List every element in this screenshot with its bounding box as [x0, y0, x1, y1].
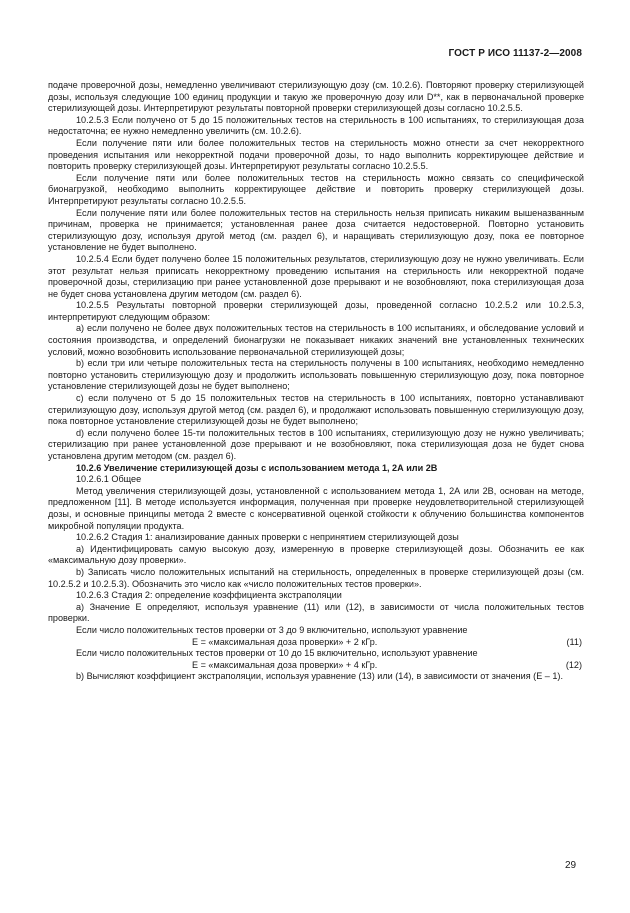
- paragraph: 10.2.5.4 Если будет получено более 15 положительных результатов, стерилизующую дозу не нужно увеличивать. Если этот результат нельзя приписать некорректному проведению испытания на стерильность или некорректной подаче проверочной дозы, стерилизацию при ранее установленной дозе прерывают и не возобновляют, пока стерилизующая доза не будет снова установлена другим методом (см. раздел 6).: [48, 253, 584, 299]
- list-item: b) если три или четыре положительных теста на стерильность получены в 100 испытаниях, необходимо немедленно повторно установить стерилизующую дозу и продолжить использовать повышенную стерилизующую дозу, пока повторное установление стерилизующей дозы не будет выполнено;: [48, 358, 584, 392]
- equation-11: [48, 637, 584, 649]
- list-item: a) Идентифицировать самую высокую дозу, измеренную в проверке стерилизующей дозы. Обозначить ее как «максимальную дозу проверки».: [48, 543, 584, 566]
- list-item: b) Записать число положительных испытаний на стерильность, определенных в проверке стерилизующей дозы (см. 10.2.5.2 и 10.2.5.3). Обозначить это число как «число положительных тестов проверки».: [48, 566, 584, 589]
- equation-number: (12): [565, 659, 582, 670]
- paragraph: Если получение пяти или более положительных тестов на стерильность можно связать со специфической бионагрузкой, необходимо выполнить корректирующее действие и повторить проверку стерилизующей дозы. Интерпретируют результаты согласно 10.2.5.5.: [48, 172, 584, 206]
- paragraph: 10.2.5.5 Результаты повторной проверки стерилизующей дозы, проведенной согласно 10.2.5.2 или 10.2.5.3, интерпретируют следующим образом:: [48, 300, 584, 322]
- equation-number: (11): [566, 636, 582, 647]
- paragraph: Если число положительных тестов проверки от 10 до 15 включительно, используют уравнение: [76, 648, 478, 659]
- document-body: [48, 80, 584, 683]
- equation-12: [48, 660, 584, 672]
- paragraph: 10.2.6.2 Стадия 1: анализирование данных проверки с непринятием стерилизующей дозы: [76, 532, 459, 543]
- section-heading: 10.2.6 Увеличение стерилизующей дозы с использованием метода 1, 2А или 2В: [76, 462, 438, 473]
- paragraph: подаче проверочной дозы, немедленно увеличивают стерилизующую дозу (см. 10.2.6). Повторяют проверку стерилизующей дозы, используя следующие 100 единиц продукции и такую же проверочную дозу или D**, как в первоначальной проверке стерилизующей дозы. Интерпретируют результаты повторной проверки стерилизующей дозы согласно 10.2.5.5.: [48, 80, 584, 114]
- paragraph: Метод увеличения стерилизующей дозы, установленной с использованием метода 1, 2А или 2В, основан на методе, предложенном [11]. В методе используется информация, полученная при проверке неудовлетворительной стерилизующей дозы, и основные принципы метода 2 вместе с консервативной оценкой стойкости к облучению большинства компонентов микробной популяции продукта.: [48, 485, 584, 531]
- paragraph: Если получение пяти или более положительных тестов на стерильность можно отнести за счет некорректного проведения испытания или некорректной подачи проверочной дозы, то надо выполнить корректирующее действие и повторить проверку стерилизующей дозы. Интерпретируют результаты согласно 10.2.5.5.: [48, 137, 584, 172]
- paragraph: 10.2.6.3 Стадия 2: определение коэффициента экстраполяции: [76, 590, 342, 601]
- page-number: 29: [565, 860, 577, 871]
- list-item: c) если получено от 5 до 15 положительных тестов на стерильность в 100 испытаниях, повторно устанавливают стерилизующую дозу, используя другой метод (см. раздел 6), и продолжают использовать повышенную стерилизующую дозу, пока повторное установление стерилизующей дозы не будет выполнено;: [48, 393, 584, 427]
- equation-formula: E = «максимальная доза проверки» + 4 кГр.: [192, 659, 378, 670]
- list-item: b) Вычисляют коэффициент экстраполяции, используя уравнение (13) или (14), в зависимости от значения (E – 1).: [76, 671, 563, 682]
- list-item: d) если получено более 15-ти положительных тестов в 100 испытаниях, стерилизующую дозу не нужно увеличивать; стерилизацию при ранее установленной дозе прерывают и не возобновляют, пока стерилизующая доза не будет снова установлена другим методом (см. раздел 6).: [48, 427, 584, 461]
- subsection-heading: 10.2.6.1 Общее: [76, 474, 142, 485]
- document-header: ГОСТ Р ИСО 11137-2—2008: [448, 48, 582, 59]
- paragraph: 10.2.5.3 Если получено от 5 до 15 положительных тестов на стерильность в 100 испытаниях, то стерилизующая доза недостаточна; ее нужно немедленно увеличить (см. 10.2.6).: [48, 114, 584, 137]
- list-item: a) Значение E определяют, используя уравнение (11) или (12), в зависимости от числа положительных тестов проверки.: [48, 601, 584, 624]
- paragraph: Если число положительных тестов проверки от 3 до 9 включительно, используют уравнение: [76, 624, 468, 635]
- equation-formula: E = «максимальная доза проверки» + 2 кГр.: [192, 636, 378, 647]
- paragraph: Если получение пяти или более положительных тестов на стерильность нельзя приписать никаким вышеназванным причинам, проверка не принимается; установленная ранее доза считается недостоверной. Повторно установить стерилизующую дозу, используя другой метод (см. раздел 6), и наращивать стерилизующую дозу, пока ее повторное установление не будет выполнено.: [48, 207, 584, 253]
- list-item: a) если получено не более двух положительных тестов на стерильность в 100 испытаниях, и обследование условий и состояния производства, и определений бионагрузки не показывает никаких значений вне установленных технических условий, можно возобновить использование первоначальной стерилизующей дозы;: [48, 323, 584, 357]
